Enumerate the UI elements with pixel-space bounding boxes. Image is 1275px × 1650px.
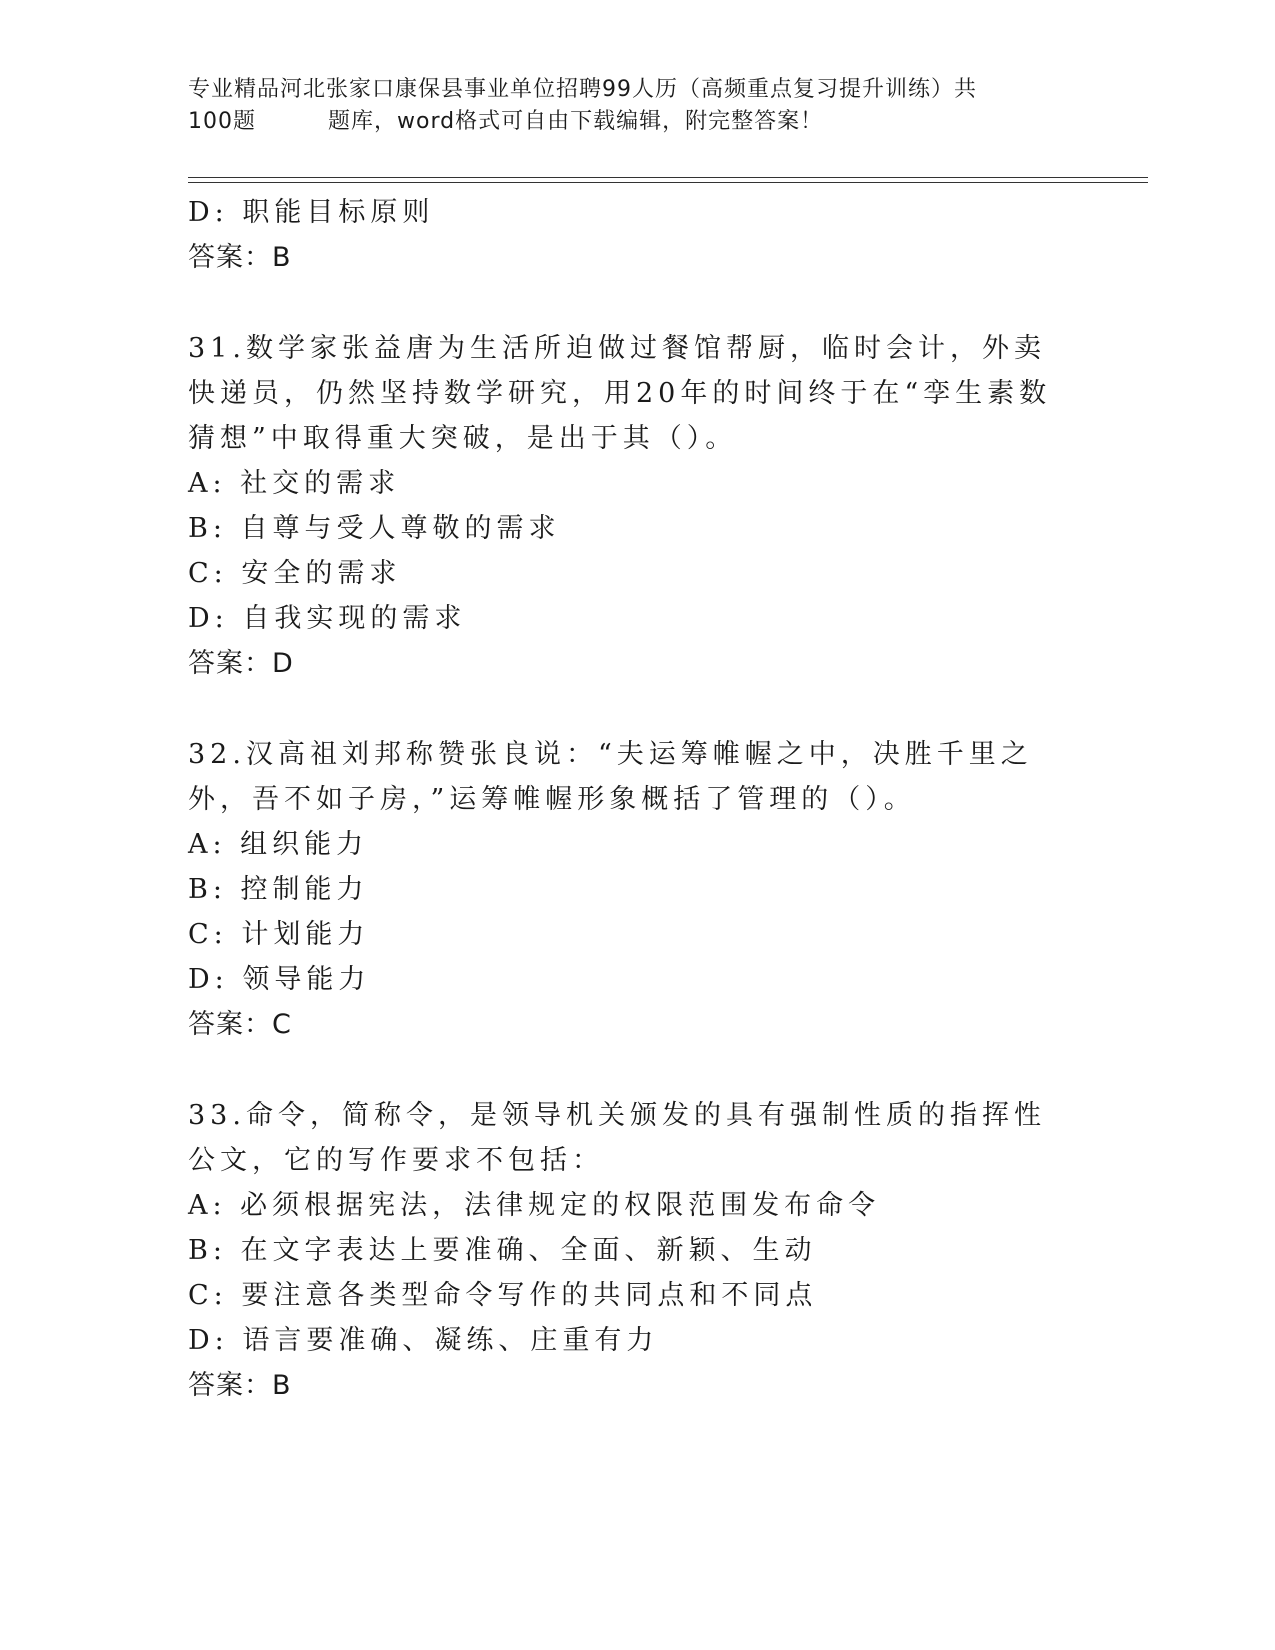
option-b: B: 在文字表达上要准确、全面、新颖、生动	[188, 1235, 817, 1266]
option-b: B: 控制能力	[188, 874, 369, 905]
prev-answer: 答案：B	[188, 242, 292, 273]
option-b: B: 自尊与受人尊敬的需求	[188, 513, 561, 544]
option-a: A: 必须根据宪法，法律规定的权限范围发布命令	[188, 1190, 881, 1221]
header-title-line1: 专业精品河北张家口康保县事业单位招聘99人历（高频重点复习提升训练）共	[188, 77, 977, 102]
question-33	[188, 1093, 1088, 1408]
header-title-line2	[188, 106, 1068, 138]
option-d: D: 自我实现的需求	[188, 603, 467, 634]
header-divider-bottom	[188, 182, 1148, 183]
answer: 答案：C	[188, 1009, 292, 1040]
question-31	[188, 326, 1088, 686]
option-c: C: 安全的需求	[188, 558, 402, 589]
question-32	[188, 732, 1088, 1047]
answer: 答案：D	[188, 648, 294, 679]
option-d: D: 领导能力	[188, 964, 371, 995]
document-body	[188, 190, 1088, 1408]
header-question-count: 100题	[188, 109, 256, 134]
option-c: C: 计划能力	[188, 919, 370, 950]
question-stem: 33.命令，简称令，是领导机关颁发的具有强制性质的指挥性公文，它的写作要求不包括：	[188, 1100, 1046, 1176]
header-description: 题库，word格式可自由下载编辑，附完整答案！	[328, 109, 824, 134]
prev-option-d: D: 职能目标原则	[188, 197, 435, 228]
page-header	[188, 74, 1068, 138]
option-a: A: 社交的需求	[188, 468, 401, 499]
spacer	[188, 686, 1088, 732]
spacer	[188, 280, 1088, 326]
option-d: D: 语言要准确、凝练、庄重有力	[188, 1325, 659, 1356]
option-c: C: 要注意各类型命令写作的共同点和不同点	[188, 1280, 818, 1311]
question-stem: 31.数学家张益唐为生活所迫做过餐馆帮厨，临时会计，外卖快递员，仍然坚持数学研究，用20年的时间终于在“孪生素数猜想”中取得重大突破，是出于其（）。	[188, 333, 1052, 454]
header-divider-top	[188, 177, 1148, 178]
answer: 答案：B	[188, 1370, 292, 1401]
spacer	[188, 1047, 1088, 1093]
option-a: A: 组织能力	[188, 829, 369, 860]
question-stem: 32.汉高祖刘邦称赞张良说：“夫运筹帷幄之中，决胜千里之外，吾不如子房，”运筹帷幄形象概括了管理的（）。	[188, 739, 1033, 815]
